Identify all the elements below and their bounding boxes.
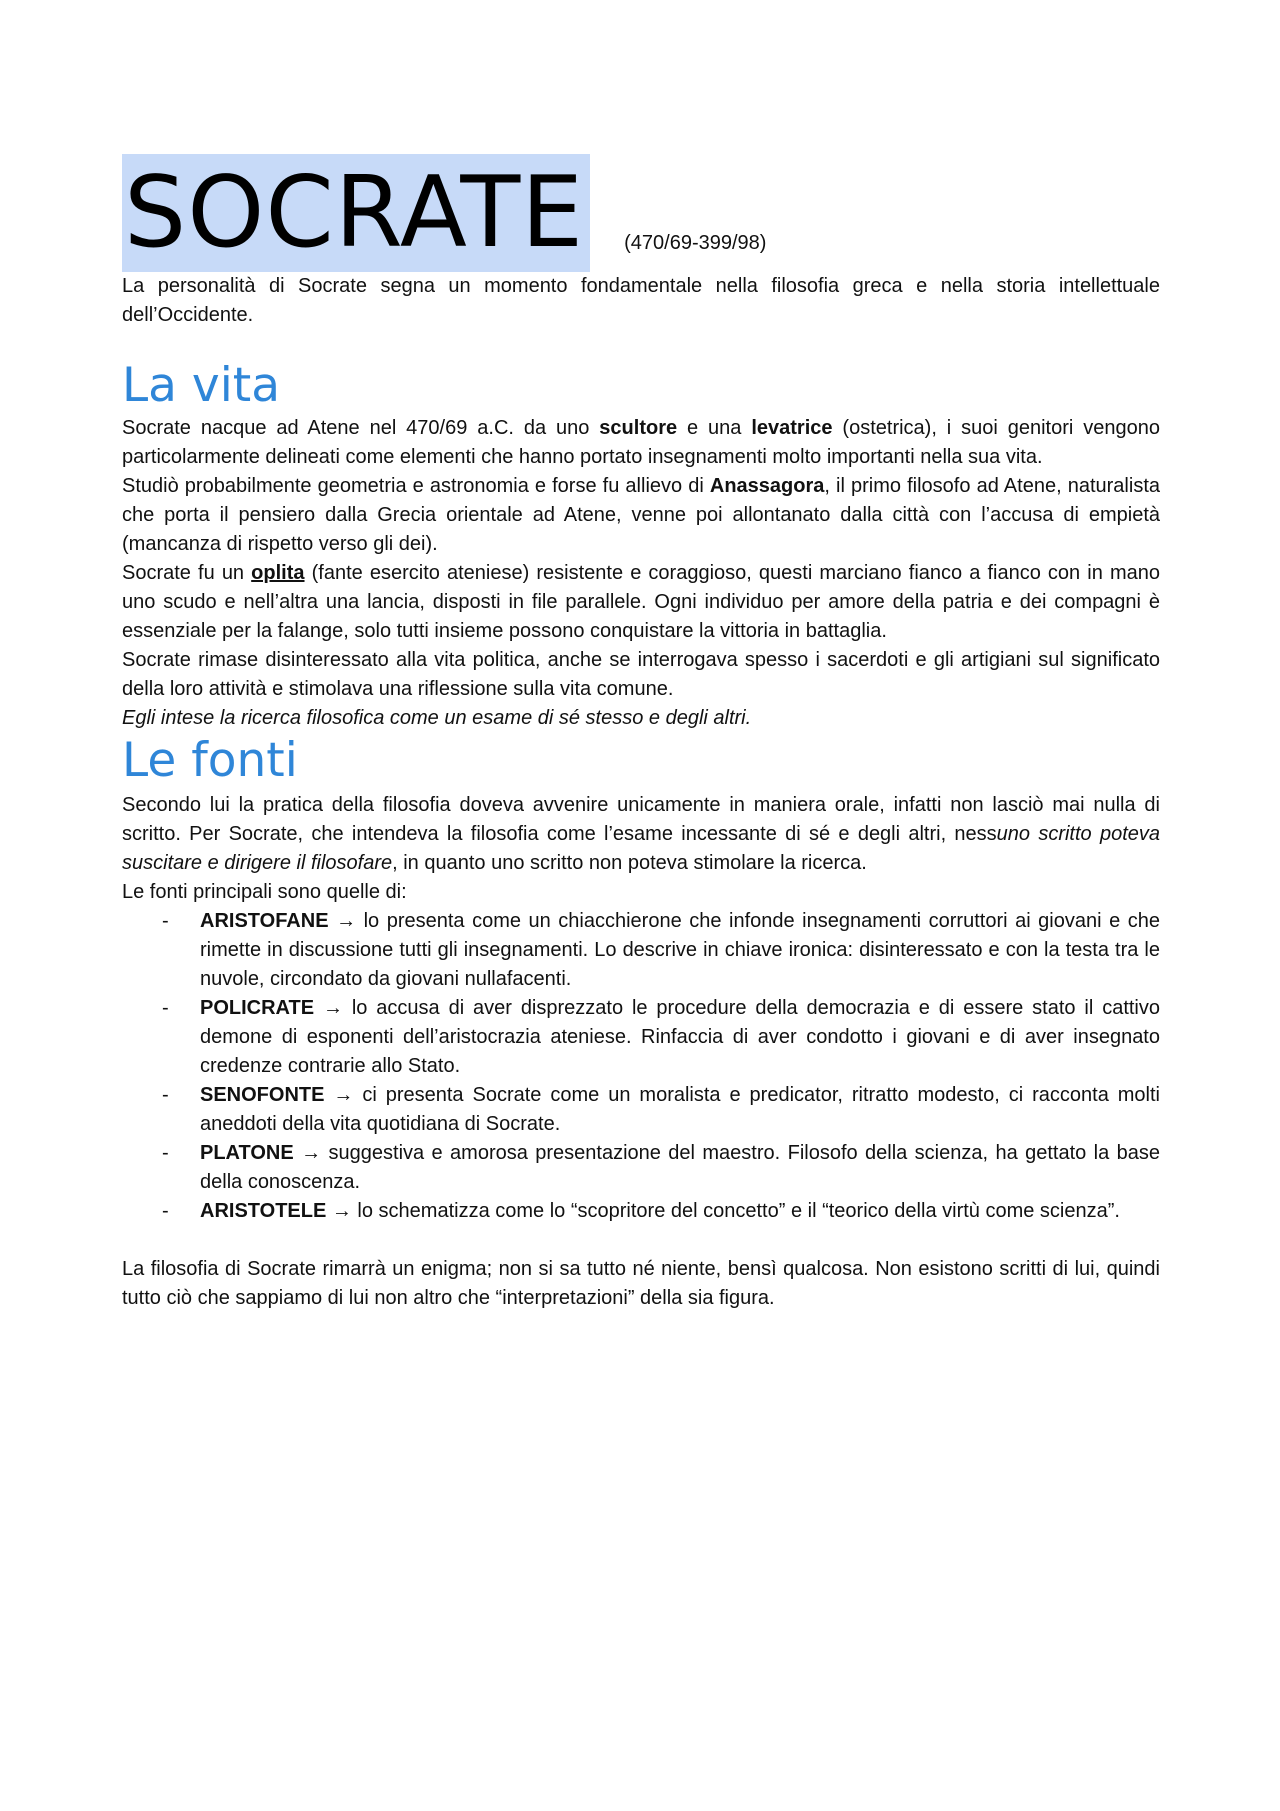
bold-term-levatrice: levatrice xyxy=(751,417,833,439)
text-run: e una xyxy=(677,417,752,439)
title-dates: (470/69-399/98) xyxy=(624,232,767,254)
vita-paragraph-1 xyxy=(122,414,1160,472)
bullet-dash: - xyxy=(162,1084,169,1106)
section-heading-vita: La vita xyxy=(122,358,281,413)
text-run: Secondo lui la pratica della filosofia doveva avvenire unicamente in maniera orale, infatti non lasciò mai nulla di scritto. Per Socrate, che intendeva la filosofia come l’esame incessante di sé e degli altri, ness xyxy=(122,794,1160,845)
source-name: PLATONE xyxy=(200,1142,294,1164)
bullet-dash: - xyxy=(162,1200,169,1222)
list-item xyxy=(122,994,1160,1081)
fonti-paragraph-1 xyxy=(122,791,1160,878)
vita-paragraph-2 xyxy=(122,472,1160,559)
list-item xyxy=(122,1139,1160,1197)
vita-paragraph-5 xyxy=(122,704,1160,733)
bold-term-scultore: scultore xyxy=(599,417,678,439)
source-name: SENOFONTE xyxy=(200,1084,325,1106)
source-description: → ci presenta Socrate come un moralista e predicator, ritratto modesto, ci racconta molti aneddoti della vita quotidiana di Socrate. xyxy=(200,1084,1160,1135)
source-name: ARISTOFANE xyxy=(200,910,329,932)
text-run: (fante esercito ateniese) resistente e coraggioso, questi marciano fianco a fianco con in mano uno scudo e nell’altra una lancia, disposti in file parallele. Ogni individuo per amore della patria e dei compagni è essenziale per la falange, solo tutti insieme possono conquistare la vittoria in battaglia. xyxy=(122,562,1160,642)
vita-paragraph-3 xyxy=(122,559,1160,646)
italic-phrase: uno scritto poteva suscitare e dirigere il filosofare xyxy=(122,823,1160,874)
text-run: (ostetrica), i suoi genitori vengono particolarmente delineati come elementi che hanno portato insegnamenti molto importanti nella sua vita. xyxy=(122,417,1160,468)
section-heading-fonti: Le fonti xyxy=(122,733,298,788)
vita-paragraph-4: Socrate rimase disinteressato alla vita politica, anche se interrogava spesso i sacerdoti e gli artigiani sul significato della loro attività e stimolava una riflessione sulla vita comune. xyxy=(122,649,1160,700)
page-title: SOCRATE xyxy=(122,154,590,272)
source-description: → lo schematizza come lo “scopritore del concetto” e il “teorico della virtù come scienza”. xyxy=(326,1200,1120,1222)
source-name: POLICRATE xyxy=(200,997,315,1019)
italic-sentence: Egli intese la ricerca filosofica come un esame di sé stesso e degli altri. xyxy=(122,707,752,729)
source-description: → suggestiva e amorosa presentazione del maestro. Filosofo della scienza, ha gettato la base della conoscenza. xyxy=(200,1142,1160,1193)
bullet-dash: - xyxy=(162,910,169,932)
sources-list xyxy=(122,907,1160,1226)
text-run: , il primo filosofo ad Atene, naturalista che porta il pensiero dalla Grecia orientale ad Atene, venne poi allontanato dalla città con l’accusa di empietà (mancanza di rispetto verso gli dei). xyxy=(122,475,1160,555)
list-item xyxy=(122,1081,1160,1139)
list-item xyxy=(122,1197,1160,1226)
source-description: → lo accusa di aver disprezzato le procedure della democrazia e di essere stato il cattivo demone di esponenti dell’aristocrazia ateniese. Rinfaccia di aver condotto i giovani e di aver insegnato credenze contrarie allo Stato. xyxy=(200,997,1160,1077)
fonti-list-intro: Le fonti principali sono quelle di: xyxy=(122,881,407,903)
bold-term-oplita: oplita xyxy=(251,562,305,584)
list-item xyxy=(122,907,1160,994)
document-body xyxy=(122,150,1160,1313)
intro-paragraph: La personalità di Socrate segna un momento fondamentale nella filosofia greca e nella storia intellettuale dell’Occidente. xyxy=(122,275,1160,326)
source-description: → lo presenta come un chiacchierone che infonde insegnamenti corruttori ai giovani e che rimette in discussione tutti gli insegnamenti. Lo descrive in chiave ironica: disinteressato e con la testa tra le nuvole, circondato da giovani nullafacenti. xyxy=(200,910,1160,990)
bullet-dash: - xyxy=(162,1142,169,1164)
text-run: Socrate nacque ad Atene nel 470/69 a.C. da uno xyxy=(122,417,600,439)
conclusion-paragraph: La filosofia di Socrate rimarrà un enigma; non si sa tutto né niente, bensì qualcosa. Non esistono scritti di lui, quindi tutto ciò che sappiamo di lui non altro che “interpretazioni” della sia figura. xyxy=(122,1258,1160,1309)
title-row xyxy=(122,150,1160,272)
text-run: Studiò probabilmente geometria e astronomia e forse fu allievo di xyxy=(122,475,710,497)
spacer xyxy=(122,1226,1160,1255)
source-name: ARISTOTELE xyxy=(200,1200,327,1222)
text-run: Socrate fu un xyxy=(122,562,252,584)
text-run: , in quanto uno scritto non poteva stimolare la ricerca. xyxy=(392,852,867,874)
bold-term-anassagora: Anassagora xyxy=(709,475,825,497)
bullet-dash: - xyxy=(162,997,169,1019)
